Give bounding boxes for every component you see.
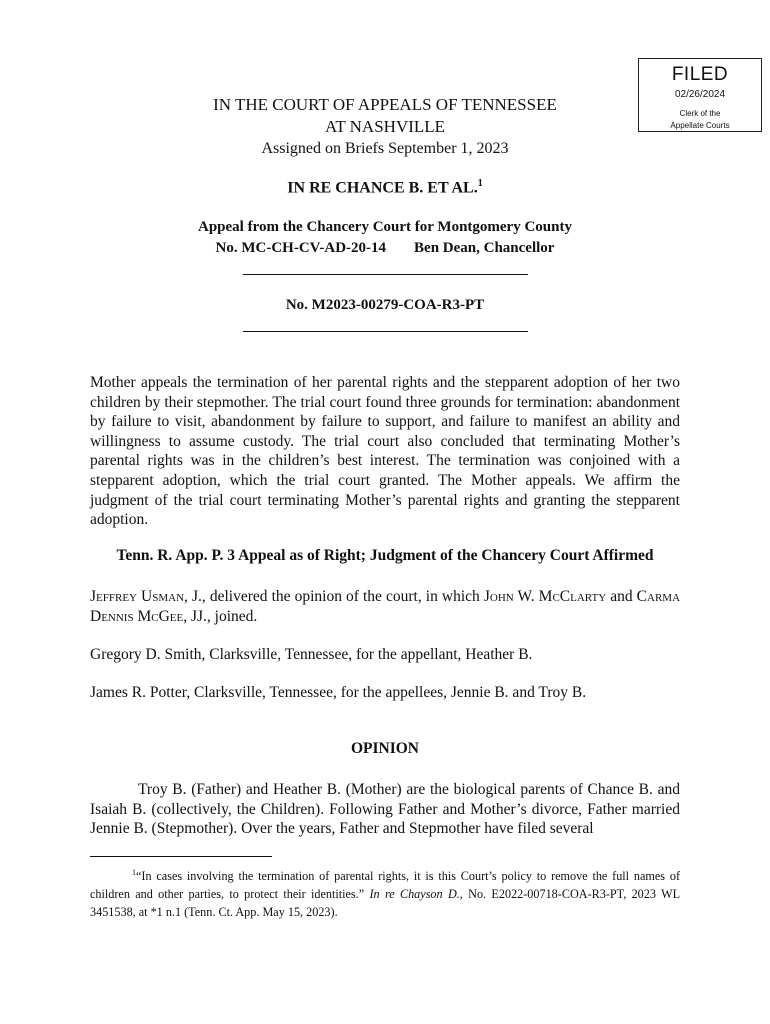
stamp-date: 02/26/2024: [674, 89, 726, 100]
case-summary: Mother appeals the termination of her parental rights and the stepparent adoption of her two children by their stepmother. The trial court found three grounds for termination: abandonment by failure to visit, abandonment by failure to support, and failure to manifest an ability and willingness to assume custody. The trial court also concluded that terminating Mother’s parental rights was in the children’s best interest. The termination was conjoined with a stepparent adoption, which the trial court granted. The Mother appeals. We affirm the judgment of the trial court terminating Mother’s parental rights and granting the stepparent adoption.: [90, 374, 680, 529]
footnote-citation: , No. E2022-00718-COA-R3-PT, 2023 WL 3451538, at *1 n.1 (Tenn. Ct. App. May 15, 2023).: [90, 887, 681, 920]
footnote-text: “In cases involving the termination of parental rights, it is this Court’s policy to remove the full names of children and other parties, to protect their identities.”: [90, 869, 680, 902]
counsel-appellant: Gregory D. Smith, Clarksville, Tennessee, for the appellant, Heather B.: [90, 646, 533, 663]
counsel-appellees: James R. Potter, Clarksville, Tennessee, for the appellees, Jennie B. and Troy B.: [90, 684, 587, 701]
judges-line: [90, 587, 680, 626]
stamp-clerk-line2: Appellate Courts: [670, 121, 730, 130]
opinion-paragraph: Troy B. (Father) and Heather B. (Mother) are the biological parents of Chance B. and Isaiah B. (collectively, the Children). Following Father and Mother’s divorce, Father married Jennie B. (Stepmother). Over the years, Father and Stepmother have filed several: [90, 781, 680, 838]
opinion-heading: OPINION: [350, 740, 420, 757]
case-title-text: IN RE CHANCE B. ET AL.: [287, 179, 478, 197]
trial-case-number: No. MC-CH-CV-AD-20-14: [215, 240, 387, 256]
footnote-divider: [90, 856, 272, 857]
footnote: [90, 864, 680, 921]
court-location: AT NASHVILLE: [324, 117, 446, 136]
judges-text: , JJ., joined.: [183, 607, 258, 625]
divider: [243, 274, 528, 275]
stamp-clerk-line1: Clerk of the: [679, 109, 721, 118]
footnote-reference[interactable]: 1: [477, 178, 483, 189]
assigned-date: Assigned on Briefs September 1, 2023: [261, 140, 509, 157]
judges-text: , J., delivered the opinion of the court, in which: [184, 588, 484, 605]
disposition: Tenn. R. App. P. 3 Appeal as of Right; Judgment of the Chancery Court Affirmed: [116, 547, 654, 564]
trial-info: [0, 240, 770, 257]
footnote-number: 1: [132, 868, 136, 877]
divider: [243, 331, 528, 332]
case-title: [0, 178, 770, 197]
footnote-case-name: In re Chayson D.: [369, 887, 460, 902]
judges-text: and: [606, 588, 637, 605]
court-name: IN THE COURT OF APPEALS OF TENNESSEE: [213, 95, 557, 114]
joining-judge: John W. McClarty: [483, 588, 607, 605]
author-judge: Jeffrey Usman: [90, 588, 185, 605]
trial-judge: Ben Dean, Chancellor: [414, 240, 555, 256]
joining-judge: Carma Dennis McGee: [90, 588, 681, 625]
appeal-from: Appeal from the Chancery Court for Montgomery County: [198, 219, 572, 235]
stamp-title: FILED: [671, 64, 729, 85]
docket-number: No. M2023-00279-COA-R3-PT: [285, 297, 485, 313]
